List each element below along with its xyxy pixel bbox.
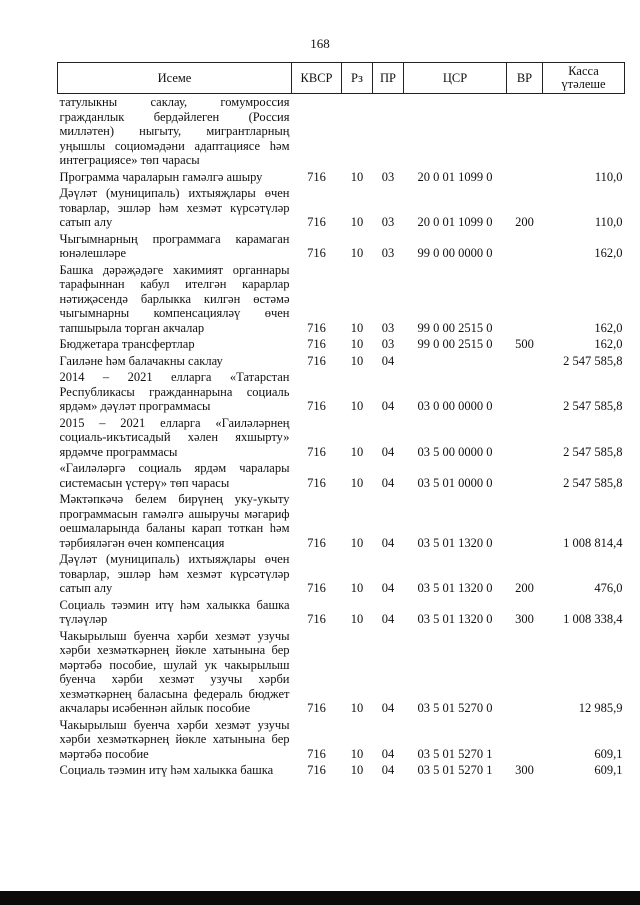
table-header-row xyxy=(58,63,625,94)
cell-rz: 10 xyxy=(350,215,364,229)
cell-pr: 04 xyxy=(381,444,395,459)
cell-pr: 03 xyxy=(381,215,395,229)
cell-csr: 20 0 01 1099 0 xyxy=(417,215,493,229)
cell-vr xyxy=(507,491,543,551)
cell-kassa: 110,0 xyxy=(594,169,623,184)
cell-pr: 04 xyxy=(381,475,395,490)
cell-name: Гаиләне һәм балачакны саклау xyxy=(59,353,223,368)
cell-kvsr: 716 xyxy=(307,169,326,184)
table-row xyxy=(58,551,625,597)
cell-rz: 10 xyxy=(350,701,364,715)
cell-rz: 10 xyxy=(350,399,364,413)
cell-csr: 99 0 00 2515 0 xyxy=(417,337,493,351)
cell-csr: 03 5 01 5270 1 xyxy=(417,763,493,777)
table-row xyxy=(58,185,625,231)
cell-csr: 03 5 01 5270 0 xyxy=(417,701,493,715)
cell-kassa: 12 985,9 xyxy=(578,701,623,715)
cell-vr xyxy=(507,460,543,491)
cell-kvsr: 716 xyxy=(307,399,326,413)
cell-pr: 04 xyxy=(381,399,395,413)
cell-rz: 10 xyxy=(350,763,364,777)
cell-kvsr: 716 xyxy=(307,353,326,368)
cell-kassa: 2 547 585,8 xyxy=(563,475,623,490)
col-header-rz: Рз xyxy=(342,63,373,94)
cell-name: 2015 – 2021 елларга «Гаиләләрнең социаль-икътисадый хәлен яхшырту» ярдәмче программасы xyxy=(59,415,290,459)
cell-vr xyxy=(507,94,543,169)
cell-pr: 03 xyxy=(381,246,395,260)
cell-kvsr: 716 xyxy=(307,215,326,229)
cell-kvsr xyxy=(292,94,342,169)
table-row xyxy=(58,336,625,353)
table-body xyxy=(58,94,625,779)
cell-kassa: 110,0 xyxy=(594,215,623,229)
cell-rz: 10 xyxy=(350,535,364,550)
cell-vr: 300 xyxy=(515,612,534,626)
cell-name: Чакырылыш буенча хәрби хезмәт узучы хәрби хезмәткәрнең йөкле хатынына бер мәртәбә пособие xyxy=(59,717,290,761)
cell-vr xyxy=(507,717,543,763)
cell-kassa: 2 547 585,8 xyxy=(563,399,623,413)
cell-pr: 04 xyxy=(381,612,395,626)
col-header-name: Исеме xyxy=(58,63,292,94)
table-row xyxy=(58,353,625,370)
col-header-pr: ПР xyxy=(373,63,404,94)
cell-kassa: 2 547 585,8 xyxy=(563,353,623,368)
cell-vr xyxy=(507,231,543,262)
cell-pr: 04 xyxy=(381,535,395,550)
col-header-kvsr: КВСР xyxy=(292,63,342,94)
cell-kvsr: 716 xyxy=(307,320,326,335)
cell-rz: 10 xyxy=(350,353,364,368)
cell-kassa: 162,0 xyxy=(594,246,623,260)
cell-vr xyxy=(507,369,543,415)
cell-csr: 20 0 01 1099 0 xyxy=(417,169,493,184)
col-header-vr: ВР xyxy=(507,63,543,94)
table-row xyxy=(58,460,625,491)
table-row xyxy=(58,491,625,551)
scan-bottom-border xyxy=(0,891,640,905)
budget-table-wrapper xyxy=(57,62,624,779)
cell-pr: 04 xyxy=(381,581,395,595)
cell-kassa: 476,0 xyxy=(594,581,623,595)
cell-rz: 10 xyxy=(350,246,364,260)
table-row xyxy=(58,717,625,763)
cell-name: Социаль тәэмин итү һәм халыкка башка xyxy=(59,763,274,777)
cell-rz: 10 xyxy=(350,320,364,335)
cell-name: 2014 – 2021 елларга «Татарстан Республикасы гражданнарына социаль ярдәм» дәүләт программасы xyxy=(59,370,290,413)
table-row xyxy=(58,169,625,186)
cell-csr: 03 5 01 1320 0 xyxy=(417,612,493,626)
cell-rz: 10 xyxy=(350,444,364,459)
table-row xyxy=(58,597,625,628)
budget-table xyxy=(57,62,625,779)
table-row xyxy=(58,415,625,461)
cell-kassa: 609,1 xyxy=(594,763,623,777)
cell-vr: 300 xyxy=(515,763,534,777)
cell-rz: 10 xyxy=(350,169,364,184)
cell-kvsr: 716 xyxy=(307,475,326,490)
cell-pr: 04 xyxy=(381,701,395,715)
cell-vr: 200 xyxy=(515,581,534,595)
cell-kvsr: 716 xyxy=(307,763,326,777)
cell-name: Дәүләт (муниципаль) ихтыяҗлары өчен товарлар, эшләр һәм хезмәт күрсәтүләр сатып алу xyxy=(59,552,290,595)
cell-rz: 10 xyxy=(350,337,364,351)
cell-pr: 03 xyxy=(381,337,395,351)
cell-vr: 200 xyxy=(515,215,534,229)
cell-name: Чыгымнарның программага карамаган юнәлешләре xyxy=(59,231,290,260)
cell-kassa: 162,0 xyxy=(594,337,623,351)
cell-vr xyxy=(507,262,543,337)
cell-name: Программа чараларын гамәлгә ашыру xyxy=(59,169,263,184)
cell-vr xyxy=(507,415,543,461)
cell-kvsr: 716 xyxy=(307,581,326,595)
cell-vr xyxy=(507,628,543,717)
cell-kassa xyxy=(543,94,625,169)
cell-csr xyxy=(404,94,507,169)
cell-csr: 99 0 00 0000 0 xyxy=(417,246,493,260)
table-row xyxy=(58,762,625,779)
cell-pr: 04 xyxy=(381,353,395,368)
cell-kassa: 609,1 xyxy=(594,746,623,761)
cell-csr: 03 5 01 5270 1 xyxy=(417,746,493,761)
cell-kassa: 2 547 585,8 xyxy=(563,444,623,459)
cell-rz: 10 xyxy=(350,612,364,626)
cell-kvsr: 716 xyxy=(307,337,326,351)
table-row xyxy=(58,369,625,415)
cell-csr: 99 0 00 2515 0 xyxy=(417,320,493,335)
cell-name: Дәүләт (муниципаль) ихтыяҗлары өчен товарлар, эшләр һәм хезмәт күрсәтүләр сатып алу xyxy=(59,186,290,229)
cell-kassa: 162,0 xyxy=(594,320,623,335)
table-row xyxy=(58,231,625,262)
cell-name: Мәктәпкәчә белем бирүнең уку-укыту программасын гамәлгә ашыручы мәгариф оешмаларында баланы карап тоткан һәм тәрбияләгән өчен компенсация xyxy=(59,492,290,550)
cell-pr: 04 xyxy=(381,763,395,777)
cell-kvsr: 716 xyxy=(307,612,326,626)
cell-csr: 03 5 01 1320 0 xyxy=(417,581,493,595)
cell-vr: 500 xyxy=(515,337,534,351)
col-header-kassa: Касса үтәлеше xyxy=(543,63,625,94)
cell-name: Чакырылыш буенча хәрби хезмәт узучы хәрби хезмәткәрнең йөкле хатынына бер мәртәбә пособие, шулай ук чакырылыш буенча хәрби хезмәт узучы хәрби хезмәткәрнең баласына федераль бюджет акчалары исәбеннән айлык пособие xyxy=(59,628,290,715)
cell-pr xyxy=(373,94,404,169)
cell-csr: 03 5 01 0000 0 xyxy=(417,475,493,490)
cell-kassa: 1 008 814,4 xyxy=(563,535,623,550)
cell-name: Социаль тәэмин итү һәм халыкка башка түләүләр xyxy=(59,597,290,626)
cell-csr: 03 0 00 0000 0 xyxy=(417,399,493,413)
cell-pr: 03 xyxy=(381,169,395,184)
cell-name: татулыкны саклау, гомумроссия гражданлык бердәйлеген (Россия миллəтен) ныгыту, мигрантларның уңышлы социомәдəни адаптациясе һəм интеграциясе» төп чарасы xyxy=(59,95,290,167)
cell-rz: 10 xyxy=(350,746,364,761)
cell-kvsr: 716 xyxy=(307,746,326,761)
cell-csr xyxy=(404,353,507,370)
cell-pr: 03 xyxy=(381,320,395,335)
cell-rz xyxy=(342,94,373,169)
cell-kvsr: 716 xyxy=(307,535,326,550)
cell-kvsr: 716 xyxy=(307,246,326,260)
cell-rz: 10 xyxy=(350,581,364,595)
cell-name: Башка дәрәҗәдәге хакимият органнары тарафыннан кабул ителгән карарлар нәтиҗәсендә барлыкка килгән өстәмә чыгымнарны компенсацияләү өчен тапшырыла торган акчалар xyxy=(59,262,290,335)
cell-kassa: 1 008 338,4 xyxy=(563,612,623,626)
cell-pr: 04 xyxy=(381,746,395,761)
table-row xyxy=(58,628,625,717)
cell-rz: 10 xyxy=(350,475,364,490)
cell-name: «Гаиләләргә социаль ярдәм чаралары системасын үстерү» төп чарасы xyxy=(59,461,290,490)
cell-vr xyxy=(507,353,543,370)
cell-csr: 03 5 00 0000 0 xyxy=(417,444,493,459)
cell-kvsr: 716 xyxy=(307,444,326,459)
table-row xyxy=(58,94,625,169)
col-header-csr: ЦСР xyxy=(404,63,507,94)
table-row xyxy=(58,262,625,337)
cell-vr xyxy=(507,169,543,186)
cell-kvsr: 716 xyxy=(307,701,326,715)
page-number: 168 xyxy=(310,36,330,51)
cell-csr: 03 5 01 1320 0 xyxy=(417,535,493,550)
cell-name: Бюджетара трансфертлар xyxy=(59,337,195,351)
